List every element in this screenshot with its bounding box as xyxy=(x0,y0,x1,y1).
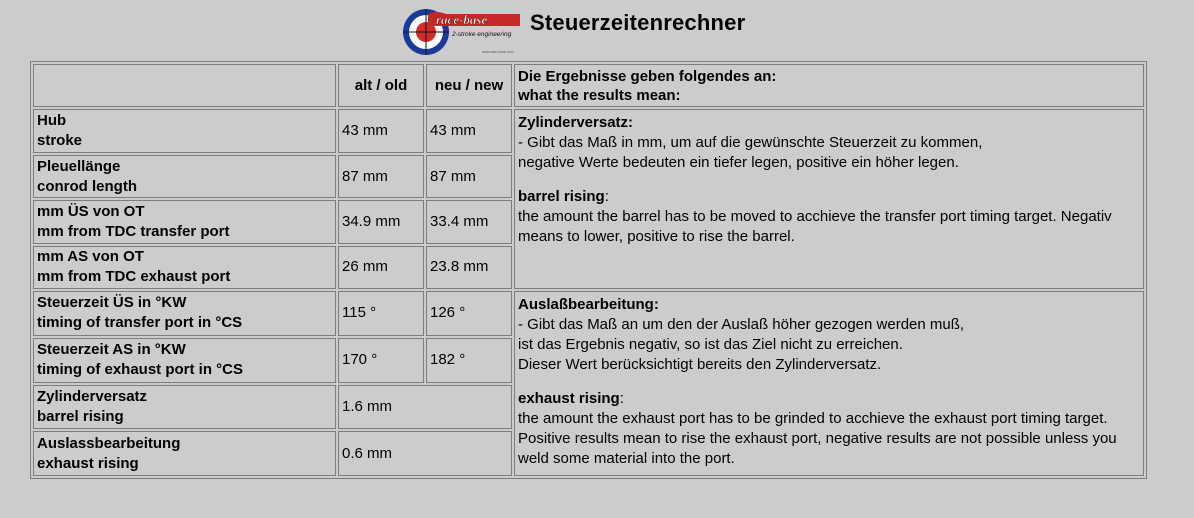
conrod-old-value: 87 mm xyxy=(338,155,424,198)
column-header-old: alt / old xyxy=(338,64,424,107)
exhaust-text-de-2: ist das Ergebnis negativ, so ist das Ziel nicht zu erreichen. xyxy=(518,336,903,354)
result-label-exhaust-rising xyxy=(33,431,336,476)
label-de: Zylinderversatz xyxy=(37,387,148,405)
label-en: stroke xyxy=(37,132,83,150)
label-en: timing of transfer port in °CS xyxy=(37,314,243,332)
label-de: mm AS von OT xyxy=(37,248,144,266)
explanation-header-en: what the results mean: xyxy=(518,86,681,104)
stroke-new-value: 43 mm xyxy=(426,109,512,152)
label-en: timing of exhaust port in °CS xyxy=(37,361,244,379)
row-label-transfer-timing xyxy=(33,291,336,336)
exhaust-rising-explanation xyxy=(514,291,1144,476)
label-en: exhaust rising xyxy=(37,454,139,472)
barrel-title-de: Zylinderversatz: xyxy=(518,114,634,132)
label-en: conrod length xyxy=(37,177,137,195)
transfer-timing-new-value: 126 ° xyxy=(426,291,512,336)
exhaust-title-en-colon: : xyxy=(619,390,624,408)
explanation-header-de: Die Ergebnisse geben folgendes an: xyxy=(518,67,777,85)
row-label-exhaust-mm xyxy=(33,246,336,289)
label-de: Auslassbearbeitung xyxy=(37,434,181,452)
empty-header-cell xyxy=(33,64,336,107)
exhaust-title-de: Auslaßbearbeitung: xyxy=(518,296,659,314)
barrel-rising-explanation xyxy=(514,109,1144,289)
stroke-old-value: 43 mm xyxy=(338,109,424,152)
result-label-barrel-rising xyxy=(33,385,336,430)
barrel-title-en-line xyxy=(518,187,1140,207)
label-de: Steuerzeit AS in °KW xyxy=(37,341,186,359)
exhaust-title-en-line xyxy=(518,389,1140,409)
transfer-mm-old-value: 34.9 mm xyxy=(338,200,424,243)
label-de: Pleuellänge xyxy=(37,157,121,175)
barrel-title-en: barrel rising xyxy=(518,188,605,206)
row-label-conrod xyxy=(33,155,336,198)
timing-calculator-table xyxy=(30,61,1147,479)
logo-wordmark: race-base xyxy=(436,12,488,27)
exhaust-text-en: the amount the exhaust port has to be grinded to acchieve the exhaust port timing target. Positive results mean to rise the exhaust port, negative results are not possible unless you weld some material into the port. xyxy=(518,410,1117,468)
race-base-logo xyxy=(402,8,524,58)
exhaust-text-de-1: - Gibt das Maß an um den der Auslaß höher gezogen werden muß, xyxy=(518,316,965,334)
label-en: mm from TDC exhaust port xyxy=(37,268,231,286)
explanation-header xyxy=(514,64,1144,107)
label-en: barrel rising xyxy=(37,407,124,425)
logo-tagline: 2-stroke engineering xyxy=(452,31,512,38)
barrel-text-en: the amount the barrel has to be moved to acchieve the transfer port timing target. Negativ means to lower, positive to rise the barrel. xyxy=(518,208,1112,246)
row-label-stroke xyxy=(33,109,336,152)
logo-url: www.race-base.com xyxy=(482,50,514,54)
column-header-new: neu / new xyxy=(426,64,512,107)
barrel-text-de-2: negative Werte bedeuten ein tiefer legen, positive ein höher legen. xyxy=(518,154,959,172)
label-en: mm from TDC transfer port xyxy=(37,222,230,240)
exhaust-timing-old-value: 170 ° xyxy=(338,338,424,383)
row-label-transfer-mm xyxy=(33,200,336,243)
exhaust-mm-old-value: 26 mm xyxy=(338,246,424,289)
row-label-exhaust-timing xyxy=(33,338,336,383)
exhaust-timing-new-value: 182 ° xyxy=(426,338,512,383)
label-de: Steuerzeit ÜS in °KW xyxy=(37,294,187,312)
exhaust-mm-new-value: 23.8 mm xyxy=(426,246,512,289)
label-de: mm ÜS von OT xyxy=(37,202,145,220)
exhaust-text-de-3: Dieser Wert berücksichtigt bereits den Zylinderversatz. xyxy=(518,356,882,374)
transfer-timing-old-value: 115 ° xyxy=(338,291,424,336)
conrod-new-value: 87 mm xyxy=(426,155,512,198)
barrel-text-de-1: - Gibt das Maß in mm, um auf die gewünschte Steuerzeit zu kommen, xyxy=(518,134,983,152)
exhaust-title-en: exhaust rising xyxy=(518,390,620,408)
barrel-title-en-colon: : xyxy=(604,188,609,206)
barrel-rising-result: 1.6 mm xyxy=(338,385,512,430)
exhaust-rising-result: 0.6 mm xyxy=(338,431,512,476)
transfer-mm-new-value: 33.4 mm xyxy=(426,200,512,243)
page-title: Steuerzeitenrechner xyxy=(530,10,746,35)
page-header xyxy=(0,0,1194,60)
label-de: Hub xyxy=(37,112,67,130)
